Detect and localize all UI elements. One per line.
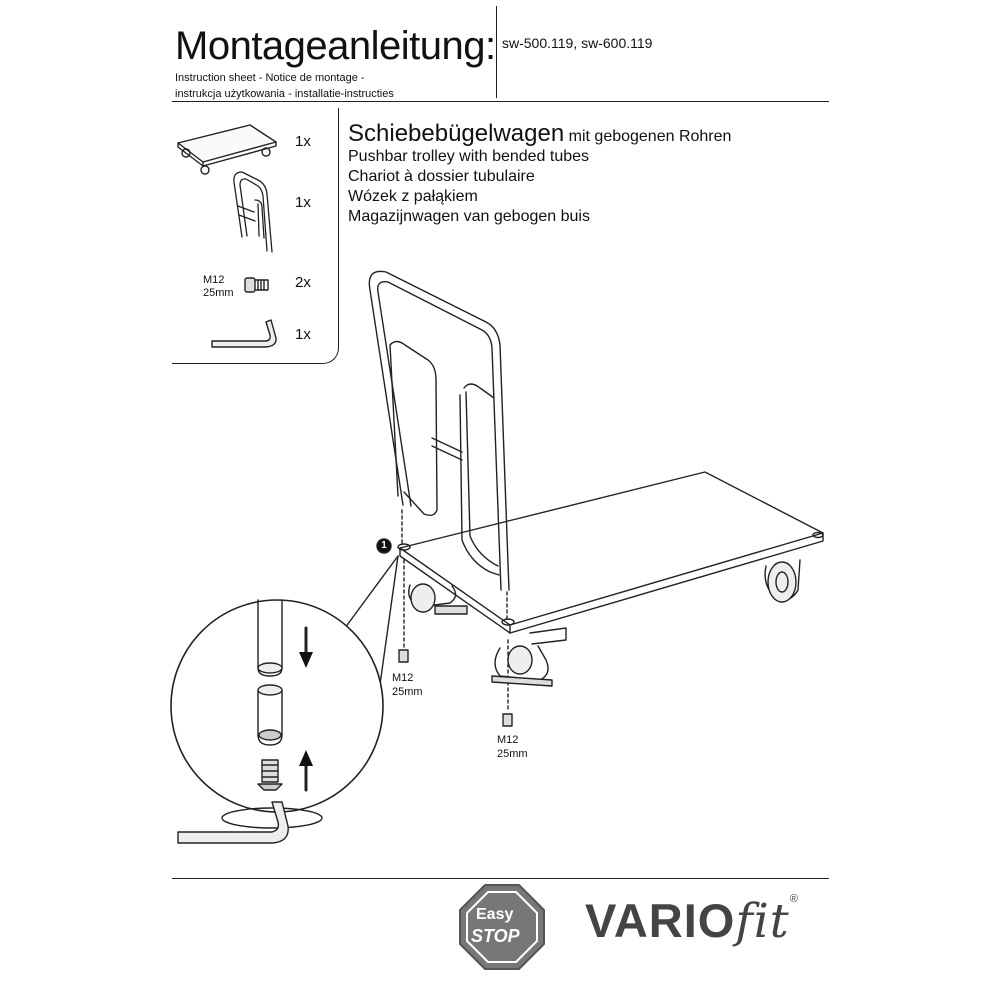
allen-key-icon bbox=[212, 320, 276, 347]
part-qty-screw: 2x bbox=[295, 274, 311, 291]
page-title: Montageanleitung: bbox=[175, 24, 496, 68]
product-name-en: Pushbar trolley with bended tubes bbox=[348, 148, 590, 165]
footer-rule bbox=[172, 878, 829, 879]
platform-icon bbox=[178, 125, 276, 174]
product-name-nl: Magazijnwagen van gebogen buis bbox=[348, 208, 590, 225]
badge-text-stop: STOP bbox=[471, 926, 520, 946]
brand-main: VARIO bbox=[585, 894, 736, 947]
diagram-screw-2-length: 25mm bbox=[497, 748, 528, 760]
model-numbers: sw-500.119, sw-600.119 bbox=[502, 35, 653, 51]
part-screw-size-label: M12 bbox=[203, 274, 225, 286]
subtitle-line-2: instrukcja użytkowania - installatie-instructies bbox=[175, 88, 394, 100]
part-qty-pushbar: 1x bbox=[295, 194, 311, 211]
product-name-de-rest: mit gebogenen Rohren bbox=[568, 128, 732, 145]
part-screw-length-label: 25mm bbox=[203, 287, 234, 299]
product-name-de-main: Schiebebügelwagen bbox=[348, 120, 565, 147]
product-name-fr: Chariot à dossier tubulaire bbox=[348, 168, 535, 185]
subtitle-line-1: Instruction sheet - Notice de montage - bbox=[175, 72, 365, 84]
diagram-screw-1-size: M12 bbox=[392, 672, 414, 684]
badge-text-easy: Easy bbox=[476, 906, 514, 923]
trolley-drawing bbox=[342, 271, 823, 726]
brand-logo bbox=[585, 893, 799, 949]
brand-registered: ® bbox=[789, 893, 799, 905]
pushbar-icon bbox=[234, 172, 272, 252]
part-qty-platform: 1x bbox=[295, 133, 311, 150]
diagram-screw-1-length: 25mm bbox=[392, 686, 423, 698]
product-name-pl: Wózek z pałąkiem bbox=[348, 188, 478, 205]
step-number: 1 bbox=[381, 540, 387, 551]
part-qty-allen-key: 1x bbox=[295, 326, 311, 343]
brand-fit: fit bbox=[735, 894, 790, 949]
diagram-screw-2-size: M12 bbox=[497, 734, 519, 746]
detail-magnifier bbox=[171, 600, 383, 843]
screw-icon bbox=[245, 278, 268, 292]
